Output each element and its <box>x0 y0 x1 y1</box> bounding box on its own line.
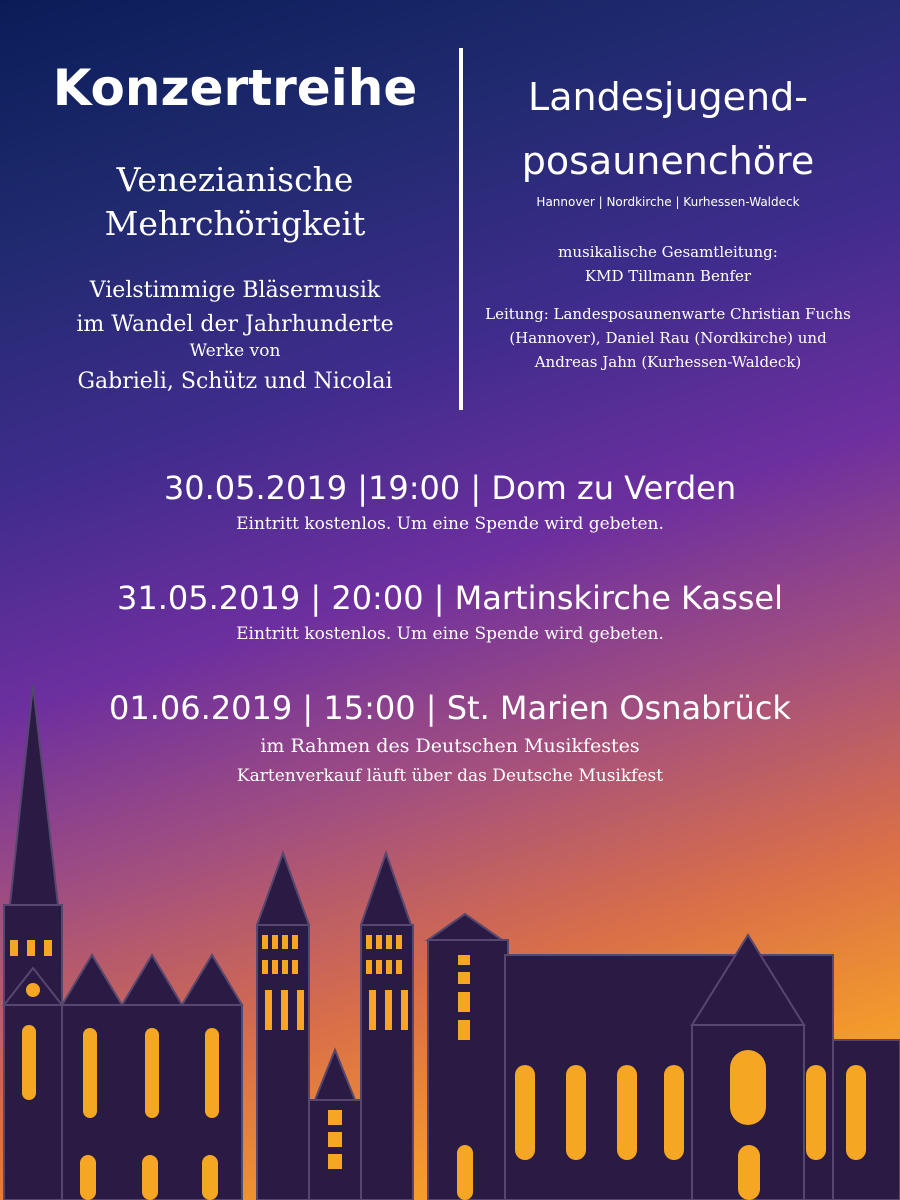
works-label: Werke von <box>189 341 281 361</box>
event-3-note-1: im Rahmen des Deutschen Musikfestes <box>260 735 640 757</box>
regions: Hannover | Nordkirche | Kurhessen-Waldeck <box>536 195 800 209</box>
series-title: Konzertreihe <box>52 59 418 117</box>
subtitle-line-1: Venezianische <box>116 160 354 199</box>
ensemble-title-line-1: Landesjugend- <box>528 75 808 119</box>
event-2-title: 31.05.2019 | 20:00 | Martinskirche Kassel <box>116 579 783 617</box>
event-1-title: 30.05.2019 |19:00 | Dom zu Verden <box>163 469 737 507</box>
ensemble-title-line-2: posaunenchöre <box>521 139 815 183</box>
leadership: Leitung: Landesposaunenwarte Christian Fuchs (Hannover), Daniel Rau (Nordkirche) und Andreas Jahn (Kurhessen-Waldeck) <box>485 305 851 371</box>
twin-tower-right-roof <box>361 853 411 925</box>
description-line-2: im Wandel der Jahrhunderte <box>76 312 394 337</box>
twin-tower-left-roof <box>257 853 309 925</box>
event-3-note-2: Kartenverkauf läuft über das Deutsche Musikfest <box>236 766 664 786</box>
direction-name: KMD Tillmann Benfer <box>584 267 752 285</box>
composers: Gabrieli, Schütz und Nicolai <box>77 369 393 394</box>
direction-label: musikalische Gesamtleitung: <box>558 243 778 261</box>
subtitle-line-2: Mehrchörigkeit <box>104 204 366 243</box>
event-3-title: 01.06.2019 | 15:00 | St. Marien Osnabrück <box>109 689 791 727</box>
left-spire <box>10 685 58 905</box>
event-1-note: Eintritt kostenlos. Um eine Spende wird gebeten. <box>236 514 664 534</box>
description-line-1: Vielstimmige Bläsermusik <box>89 278 381 303</box>
event-2-note: Eintritt kostenlos. Um eine Spende wird gebeten. <box>236 624 664 644</box>
